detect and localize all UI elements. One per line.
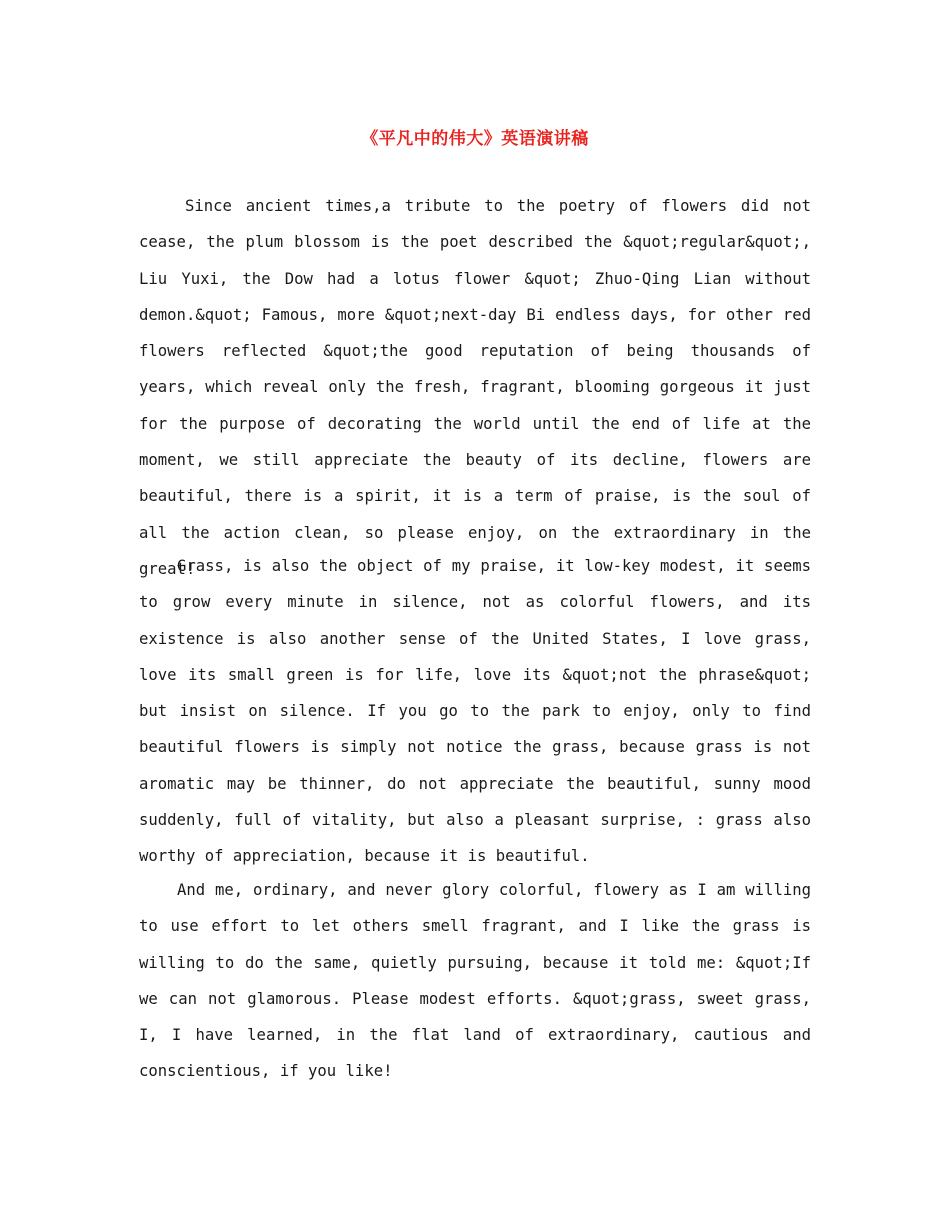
paragraph-3: And me, ordinary, and never glory colorful, flowery as I am willing to use effort to let others smell fragrant, and I like the grass is willing to do the same, quietly pursuing, because it told me: &quot;If we can not glamorous. Please modest efforts. &quot;grass, sweet grass, I, I have learned, in the flat land of extraordinary, cautious and conscientious, if you like! [139, 881, 811, 1081]
paragraph-2: Grass, is also the object of my praise, it low-key modest, it seems to grow every minute in silence, not as colorful flowers, and its existence is also another sense of the United States, I love grass, love its small green is for life, love its &quot;not the phrase&quot; but insist on silence. If you go to the park to enjoy, only to find beautiful flowers is simply not notice the grass, because grass is not aromatic may be thinner, do not appreciate the beautiful, sunny mood suddenly, full of vitality, but also a pleasant surprise, : grass also worthy of appreciation, because it is beautiful. [139, 557, 811, 866]
paragraph-1: Since ancient times,a tribute to the poetry of flowers did not cease, the plum blossom is the poet described the &quot;regular&quot;, Liu Yuxi, the Dow had a lotus flower &quot; Zhuo-Qing Lian without demon.&quot; Famous, more &quot;next-day Bi endless days, for other red flowers reflected &quot;the good reputation of being thousands of years, which reveal only the fresh, fragrant, blooming gorgeous it just for the purpose of decorating the world until the end of life at the moment, we still appreciate the beauty of its decline, flowers are beautiful, there is a spirit, it is a term of praise, is the soul of all the action clean, so please enjoy, on the extraordinary in the great! [139, 197, 811, 578]
document-title: 《平凡中的伟大》英语演讲稿 [361, 129, 589, 149]
